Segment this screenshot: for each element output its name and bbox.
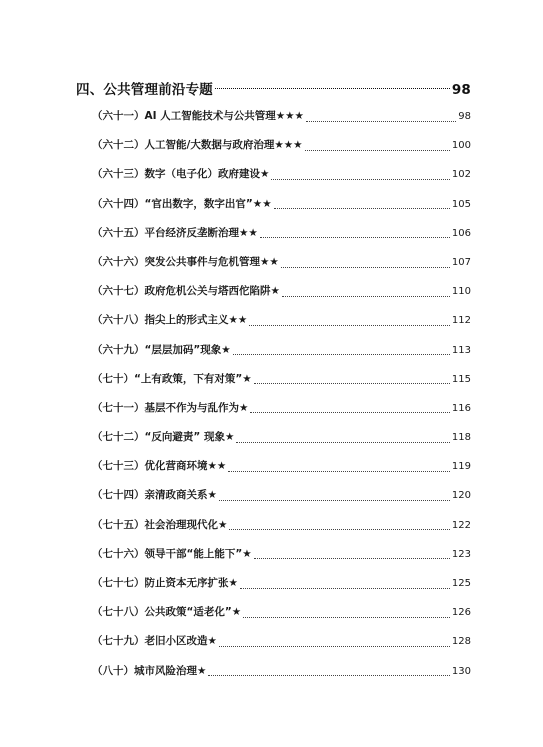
- dot-leader: [282, 295, 450, 297]
- toc-entry-title: （七十七）防止资本无序扩张★: [92, 577, 238, 589]
- toc-entry[interactable]: [76, 371, 471, 400]
- toc-entry[interactable]: [76, 575, 471, 604]
- dot-leader: [271, 178, 449, 180]
- toc-entry[interactable]: [76, 225, 471, 254]
- toc-entry[interactable]: [76, 458, 471, 487]
- toc-entry-page-number: 118: [451, 432, 471, 444]
- dot-leader: [219, 499, 450, 501]
- toc-entry[interactable]: [76, 166, 471, 195]
- toc-entry-title: （六十四）“官出数字，数字出官”★★: [92, 197, 272, 210]
- dot-leader: [219, 645, 450, 647]
- toc-entry-title: （六十六）突发公共事件与危机管理★★: [92, 255, 279, 268]
- dot-leader: [229, 528, 449, 530]
- toc-entry[interactable]: [76, 342, 471, 371]
- toc-section-heading[interactable]: [76, 78, 471, 102]
- toc-entry-page-number: 110: [451, 286, 471, 298]
- toc-entry-page-number: 115: [451, 373, 471, 385]
- dot-leader: [305, 149, 450, 151]
- toc-entry-title: （七十）“上有政策，下有对策”★: [92, 372, 252, 385]
- toc-entry-title: （六十五）平台经济反垄断治理★★: [92, 226, 258, 239]
- dot-leader: [250, 411, 449, 413]
- toc-entry-title: （六十二）人工智能/大数据与政府治理★★★: [92, 139, 303, 152]
- toc-entry[interactable]: [76, 196, 471, 225]
- toc-entry-title: （六十三）数字（电子化）政府建设★: [92, 168, 270, 181]
- toc-entry[interactable]: [76, 487, 471, 516]
- toc-entry-title: （六十九）“层层加码”现象★: [92, 343, 231, 356]
- dot-leader: [208, 674, 449, 676]
- toc-entry-page-number: 119: [451, 461, 471, 473]
- toc-entry-title: （八十）城市风险治理★: [92, 664, 207, 677]
- section-page-number: 98: [451, 82, 471, 98]
- toc-entry-page-number: 122: [451, 519, 471, 531]
- toc-entry-title: （七十二）“反向避责” 现象★: [92, 431, 235, 444]
- dot-leader: [254, 557, 450, 559]
- toc-entry[interactable]: [76, 108, 471, 137]
- toc-entry-title: （七十八）公共政策“适老化”★: [92, 606, 242, 619]
- toc-entry-page-number: 128: [451, 636, 471, 648]
- toc-entry-page-number: 98: [458, 111, 471, 122]
- toc-entry-page-number: 102: [451, 169, 471, 181]
- toc-entry-page-number: 112: [451, 315, 471, 327]
- toc-entry-page-number: 126: [451, 607, 471, 619]
- toc-entry[interactable]: [76, 400, 471, 429]
- toc-entry-title: （六十一）AI 人工智能技术与公共管理★★★: [92, 110, 304, 122]
- toc-entry-title: （七十九）老旧小区改造★: [92, 635, 217, 648]
- section-title: 四、公共管理前沿专题: [76, 82, 213, 98]
- dot-leader: [240, 587, 450, 589]
- toc-entry[interactable]: [76, 663, 471, 692]
- toc-entry-page-number: 105: [451, 198, 471, 210]
- toc-entry-page-number: 100: [451, 140, 471, 152]
- toc-entry-list: [76, 108, 471, 692]
- toc-entry-title: （七十六）领导干部“能上能下”★: [92, 547, 252, 560]
- toc-entry-page-number: 107: [451, 256, 471, 268]
- toc-entry-page-number: 123: [451, 548, 471, 560]
- dot-leader: [281, 266, 450, 268]
- toc-entry[interactable]: [76, 137, 471, 166]
- dot-leader: [274, 207, 450, 209]
- toc-entry-title: （六十八）指尖上的形式主义★★: [92, 314, 248, 327]
- toc-entry-page-number: 130: [451, 665, 471, 677]
- toc-entry-page-number: 116: [451, 402, 471, 414]
- dot-leader: [236, 441, 450, 443]
- toc-entry-title: （七十三）优化营商环境★★: [92, 460, 227, 473]
- dot-leader: [306, 120, 456, 122]
- toc-entry-title: （七十四）亲清政商关系★: [92, 489, 217, 502]
- toc-entry[interactable]: [76, 517, 471, 546]
- toc-entry-page-number: 113: [451, 344, 471, 356]
- toc-entry[interactable]: [76, 546, 471, 575]
- toc-entry-title: （六十七）政府危机公关与塔西佗陷阱★: [92, 285, 280, 298]
- dot-leader: [243, 616, 450, 618]
- dot-leader: [215, 87, 450, 89]
- toc-entry-title: （七十五）社会治理现代化★: [92, 518, 228, 531]
- toc-entry[interactable]: [76, 283, 471, 312]
- toc-entry[interactable]: [76, 429, 471, 458]
- toc-entry[interactable]: [76, 312, 471, 341]
- toc-entry[interactable]: [76, 633, 471, 662]
- table-of-contents: [76, 78, 471, 692]
- toc-entry-page-number: 106: [451, 227, 471, 239]
- dot-leader: [233, 353, 450, 355]
- dot-leader: [228, 470, 450, 472]
- toc-entry-title: （七十一）基层不作为与乱作为★: [92, 401, 249, 414]
- toc-entry[interactable]: [76, 254, 471, 283]
- toc-entry-page-number: 120: [451, 490, 471, 502]
- dot-leader: [254, 382, 450, 384]
- dot-leader: [260, 236, 450, 238]
- toc-entry-page-number: 125: [451, 578, 471, 589]
- toc-entry[interactable]: [76, 604, 471, 633]
- dot-leader: [249, 324, 450, 326]
